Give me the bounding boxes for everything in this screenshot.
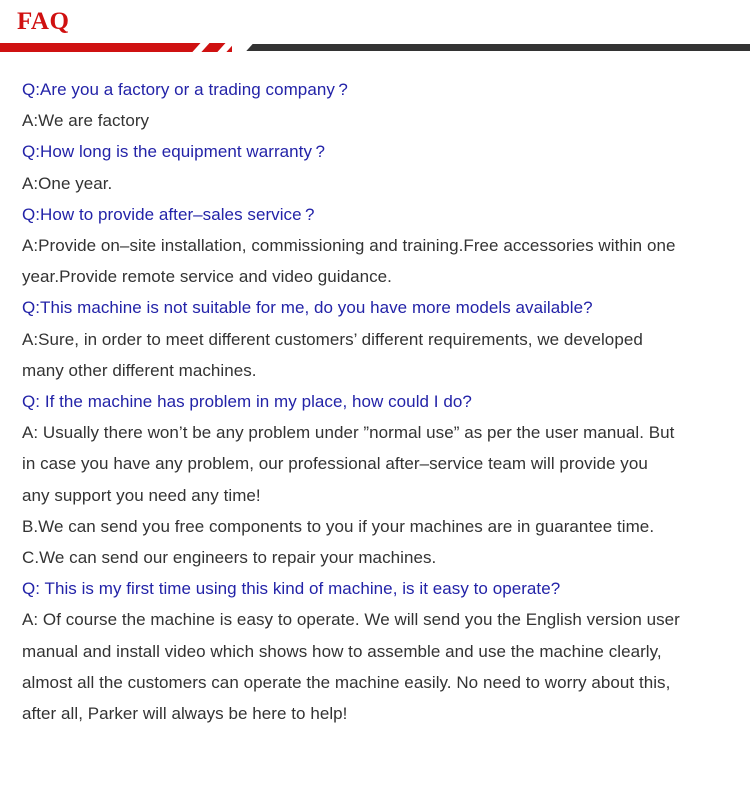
faq-answer: A:Sure, in order to meet different customers’ different requirements, we developed many other different machines. xyxy=(22,329,643,380)
faq-answer: A: Of course the machine is easy to operate. We will send you the English version user manual and install video which shows how to assemble and use the machine clearly, almost all the customers can operate the machine easily. No need to worry about this, after all, Parker will always be here to help! xyxy=(22,610,680,724)
faq-content xyxy=(0,52,750,729)
banner-dark-segment xyxy=(246,44,750,51)
faq-question: Q:This machine is not suitable for me, do you have more models available? xyxy=(22,298,593,318)
faq-list xyxy=(0,52,750,729)
faq-question: Q: If the machine has problem in my place, how could I do? xyxy=(22,392,472,412)
header-divider-banner xyxy=(0,43,750,52)
page-title: FAQ xyxy=(17,8,70,35)
faq-question: Q:How to provide after–sales service ? xyxy=(22,204,315,224)
faq-question: Q:Are you a factory or a trading company ? xyxy=(22,80,348,99)
faq-question: Q:How long is the equipment warranty ? xyxy=(22,142,325,162)
faq-answer: C.We can send our engineers to repair your machines. xyxy=(22,548,437,568)
page-header xyxy=(0,0,750,52)
faq-answer: A:Provide on–site installation, commissioning and training.Free accessories within one year.Provide remote service and video guidance. xyxy=(22,236,676,287)
faq-answer: A:One year. xyxy=(22,173,113,193)
faq-answer: B.We can send you free components to you if your machines are in guarantee time. xyxy=(22,516,655,536)
faq-answer: A: Usually there won’t be any problem under ”normal use” as per the user manual. But in case you have any problem, our professional after–service team will provide you any support you need any time! xyxy=(22,423,675,505)
faq-answer: A:We are factory xyxy=(22,111,150,131)
faq-question: Q: This is my first time using this kind of machine, is it easy to operate? xyxy=(22,579,561,599)
